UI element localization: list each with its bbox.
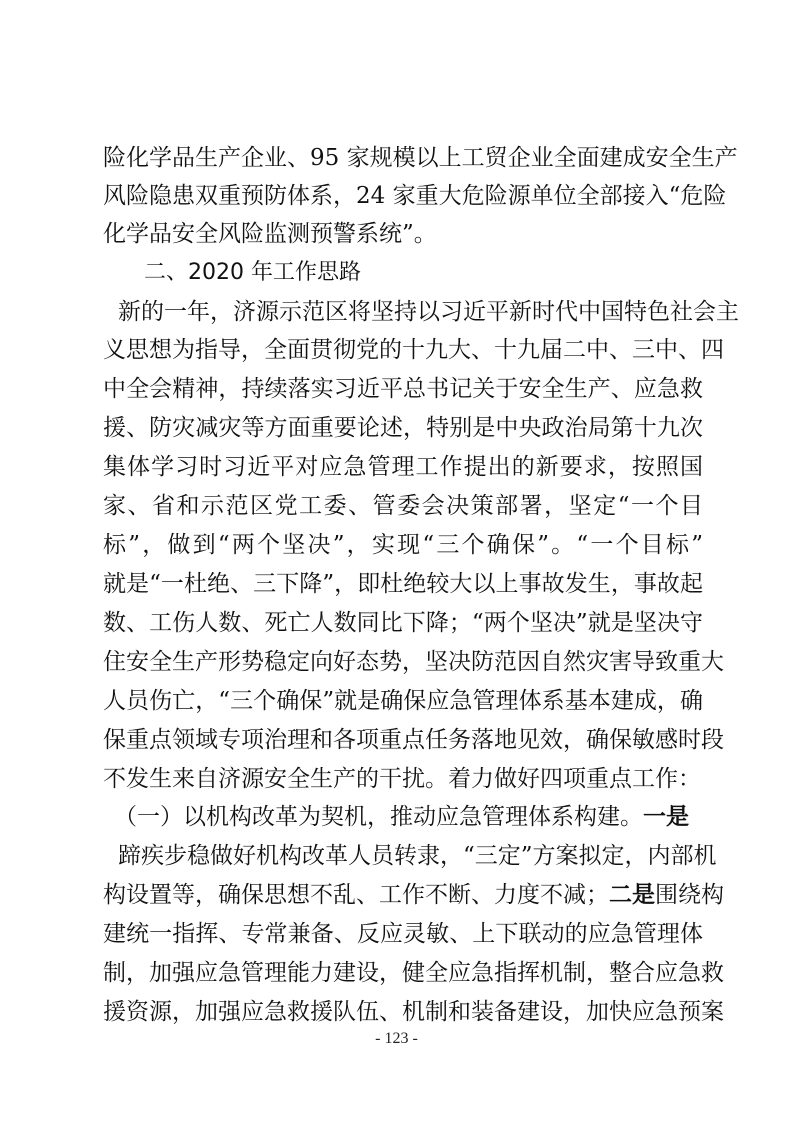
bold-lead-first: 一是	[643, 804, 689, 830]
subsection-title-line	[114, 802, 704, 832]
body-text-line: 数、工伤人数、死亡人数同比下降；“两个坚决”就是坚决守	[103, 610, 703, 636]
body-text-line: 不发生来自济源安全生产的干扰。着力做好四项重点工作：	[103, 766, 701, 792]
body-text-line: 标”，做到“两个坚决”，实现“三个确保”。“一个目标”	[103, 532, 703, 558]
body-text-line: 集体学习时习近平对应急管理工作提出的新要求，按照国	[103, 454, 703, 480]
body-text-line: 援、防灾减灾等方面重要论述，特别是中央政治局第十九次	[103, 415, 703, 441]
section-heading: 二、2020 年工作思路	[144, 260, 361, 285]
body-text-line: 险化学品生产企业、95 家规模以上工贸企业全面建成安全生产	[103, 145, 738, 171]
body-text-line: 援资源，加强应急救援队伍、机制和装备建设，加快应急预案	[103, 999, 724, 1025]
body-text-line: 建统一指挥、专常兼备、反应灵敏、上下联动的应急管理体	[103, 921, 703, 947]
subsection-title: （一）以机构改革为契机，推动应急管理体系构建。	[114, 804, 643, 830]
body-text-line: 中全会精神，持续落实习近平总书记关于安全生产、应急救	[103, 376, 703, 402]
body-text-segment: 围绕构	[655, 882, 724, 908]
body-text-line: 化学品安全风险监测预警系统”。	[103, 221, 437, 247]
body-text-line: 家、省和示范区党工委、管委会决策部署，坚定“一个目	[103, 493, 703, 519]
body-text-line: 风险隐患双重预防体系，24 家重大危险源单位全部接入“危险	[103, 183, 727, 209]
body-text-segment: 构设置等，确保思想不乱、工作不断、力度不减；	[103, 882, 609, 908]
body-text-line: 新的一年，济源示范区将坚持以习近平新时代中国特色社会主	[118, 299, 739, 325]
body-text-line: 住安全生产形势稳定向好态势，坚决防范因自然灾害导致重大	[103, 649, 724, 675]
bold-lead-second: 二是	[609, 882, 655, 908]
body-text-line: 蹄疾步稳做好机构改革人员转隶，“三定”方案拟定，内部机	[118, 843, 717, 869]
body-text-line	[103, 880, 724, 910]
body-text-line: 保重点领域专项治理和各项重点任务落地见效，确保敏感时段	[103, 727, 724, 753]
page-number: - 123 -	[375, 1030, 418, 1047]
body-text-line: 就是“一杜绝、三下降”，即杜绝较大以上事故发生，事故起	[103, 571, 703, 597]
body-text-line: 制，加强应急管理能力建设，健全应急指挥机制，整合应急救	[103, 960, 724, 986]
body-text-line: 人员伤亡，“三个确保”就是确保应急管理体系基本建成，确	[103, 688, 703, 714]
body-text-line: 义思想为指导，全面贯彻党的十九大、十九届二中、三中、四	[103, 337, 724, 363]
